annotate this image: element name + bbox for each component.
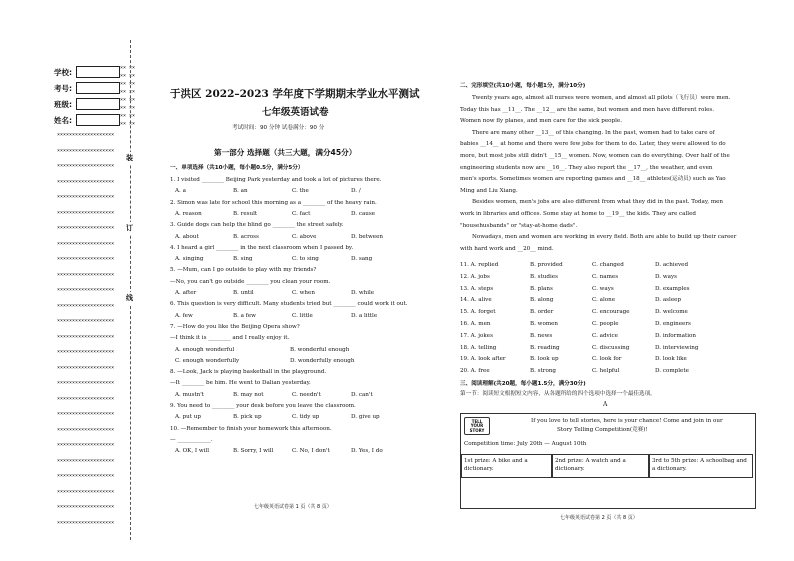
option-c[interactable]: C. the — [292, 188, 309, 195]
x-row: ××××××××××××××××××× — [57, 411, 115, 417]
option-b[interactable]: B. result — [233, 210, 258, 217]
cloze-option[interactable]: C. ways — [592, 285, 614, 292]
question-stem: 5. —Mum, can I go outside to play with my friends? — [170, 267, 317, 274]
cut-char-zhuang: 装 — [126, 153, 133, 162]
competition-time: Competition time: July 20th — August 10th — [464, 441, 587, 447]
option-d[interactable]: D. between — [351, 233, 383, 240]
exam-subtitle: 七年级英语试卷 — [262, 107, 329, 118]
question-stem: 7. —How do you like the Beijing Opera show? — [170, 323, 300, 330]
option-a[interactable]: A. mustn't — [175, 391, 205, 398]
cloze-option[interactable]: C. advice — [592, 332, 618, 339]
option-d[interactable]: D. a little — [351, 312, 378, 319]
cloze-option[interactable]: 18. A. telling — [460, 344, 497, 351]
option-a[interactable]: A. after — [175, 290, 197, 296]
school-label: 学校: — [54, 68, 72, 77]
cloze-option[interactable]: B. strong — [530, 368, 557, 375]
x-mark: ×× ×× — [120, 121, 136, 127]
passage-line: Ming and Liu Xiang. — [460, 187, 518, 194]
poster-line1: If you love to tell stories, here is your chance! Come and join in our — [531, 418, 723, 424]
cloze-option[interactable]: D. engineers — [655, 321, 691, 327]
option-b[interactable]: B. pick up — [233, 414, 262, 421]
x-row: ××××××××××××××××××× — [57, 395, 115, 402]
cloze-option[interactable]: B. studies — [530, 273, 558, 280]
page1-footer: 七年级英语试卷第 1 页（共 8 页） — [254, 504, 332, 510]
section2-heading: 二、完形填空(共10小题，每小题1分，满分10分) — [460, 83, 586, 89]
question-stem: 10. —Remember to finish your homework this afternoon. — [170, 425, 332, 432]
option-b[interactable]: B. across — [233, 233, 259, 240]
passage-line: Besides women, men's jobs are also different from what they did in the past. Today, men — [472, 199, 724, 206]
cloze-option[interactable]: C. look for — [592, 356, 622, 363]
cut-line — [130, 40, 131, 540]
class-label: 班级: — [54, 100, 72, 109]
option-d[interactable]: D. Yes, I do — [351, 448, 383, 455]
cloze-option[interactable]: B. look up — [530, 356, 559, 363]
option-c[interactable]: C. when — [292, 290, 315, 296]
cloze-option[interactable]: C. people — [592, 321, 619, 327]
passage-line: work in libraries and offices. Some stay at home to __19__ the kids. They are called — [460, 211, 696, 217]
cloze-option[interactable]: 20. A. free — [460, 368, 490, 375]
x-row: ××××××××××××××××××× — [57, 519, 115, 526]
x-mark: ×× ×× — [120, 81, 136, 87]
name-field[interactable] — [76, 114, 120, 126]
question-stem-line2: —No, you can't go outside ________ you clean your room. — [170, 278, 331, 285]
prize-2: 2nd prize: A watch and a dictionary. — [552, 454, 649, 478]
option-b[interactable]: B. Sorry, I will — [233, 448, 274, 455]
class-field[interactable] — [76, 98, 120, 110]
x-row: ××××××××××××××××××× — [57, 271, 115, 278]
cloze-option[interactable]: 14. A. alive — [460, 297, 492, 304]
exam-title: 于洪区 2022–2023 学年度下学期期末学业水平测试 — [170, 88, 420, 100]
passage-line: There are many other __13__ of this changing. In the past, women had to take care of — [472, 129, 715, 136]
option-c[interactable]: C. little — [292, 312, 313, 319]
passage-line: engineering students now are __16__. They also report the __17__, the weather, and even — [460, 164, 713, 171]
option-c[interactable]: C. tidy up — [292, 414, 320, 421]
question-stem-line2: —It ________ be him. He went to Dalian yesterday. — [170, 380, 311, 387]
cloze-option[interactable]: D. examples — [655, 285, 690, 292]
passage-line: with hard work and __20__ mind. — [460, 245, 554, 252]
option-c[interactable]: C. needn't — [292, 391, 321, 398]
option-b[interactable]: B. may not — [233, 391, 264, 398]
x-row: ××××××××××××××××××× — [57, 209, 115, 216]
cloze-option[interactable]: C. names — [592, 273, 619, 280]
exam-info: 考试时间：90 分钟 试卷满分：90 分 — [232, 125, 325, 131]
question-stem: 9. You need to ________ your desk before you leave the classroom. — [170, 403, 356, 409]
question-stem: 4. I heard a girl ________ in the next classroom when I passed by. — [170, 244, 354, 251]
option-a[interactable]: A. singing — [175, 256, 204, 263]
cloze-option[interactable]: B. reading — [530, 344, 560, 351]
cloze-option[interactable]: C. discussing — [592, 344, 630, 351]
question-stem: 1. I visited ________ Beijing Park yesterday and took a lot of pictures there. — [170, 177, 382, 183]
exam-number-field[interactable] — [76, 82, 120, 94]
option-a[interactable]: A. few — [175, 312, 193, 319]
cloze-option[interactable]: 17. A. jokes — [460, 332, 493, 339]
x-row: ××××××××××××××××××× — [57, 473, 115, 479]
cloze-option[interactable]: D. interviewing — [655, 344, 699, 351]
cloze-option[interactable]: C. alone — [592, 297, 616, 304]
x-row: ××××××××××××××××××× — [57, 488, 115, 495]
cloze-option[interactable]: B. women — [530, 321, 559, 327]
x-row: ××××××××××××××××××× — [57, 132, 115, 138]
school-field[interactable] — [76, 66, 120, 78]
option-b[interactable]: B. a few — [233, 312, 256, 319]
cloze-option[interactable]: 19. A. look after — [460, 356, 506, 363]
option-a[interactable]: A. reason — [175, 210, 202, 217]
part1-heading: 第一部分 选择题（共三大题，满分45分） — [214, 148, 357, 157]
passage-line: men's sports. Sometimes women are reporting games and __18__ athletes(运动员) such as Yao — [460, 176, 726, 183]
story-logo: TELL YOUR STORY — [464, 417, 490, 435]
question-stem: 3. Guide dogs can help the blind go ________ the street safely. — [170, 222, 344, 229]
option-c[interactable]: C. enough wonderfully — [175, 357, 240, 364]
option-c[interactable]: C. above — [292, 233, 317, 240]
x-mark: ×× ×× — [120, 113, 136, 119]
x-row: ××××××××××××××××××× — [57, 147, 115, 154]
cloze-option[interactable]: D. look like — [655, 356, 687, 363]
section3-heading: 三、阅读理解(共20题，每小题1.5分，满分30分) — [460, 381, 586, 387]
cloze-option[interactable]: D. ways — [655, 273, 677, 280]
option-b[interactable]: B. until — [233, 290, 254, 296]
x-mark: ×× ×× — [120, 65, 136, 71]
question-stem-line2: —I think it is ________ and I really enjoy it. — [170, 335, 290, 342]
cloze-option[interactable]: 15. A. forget — [460, 309, 496, 316]
option-a[interactable]: A. put up — [175, 414, 201, 421]
cut-char-xian: 线 — [126, 293, 133, 302]
x-row: ××××××××××××××××××× — [57, 194, 115, 200]
exam-number-label: 考号: — [54, 84, 72, 93]
passage-line: Twenty years ago, almost all nurses were women, and almost all pilots（飞行员）were men. — [472, 95, 731, 101]
option-d[interactable]: D. can't — [351, 391, 373, 398]
option-c[interactable]: C. fact — [292, 210, 311, 217]
cloze-option[interactable]: 16. A. men — [460, 321, 491, 327]
prize-1: 1st prize: A bike and a dictionary. — [461, 454, 552, 478]
x-row: ××××××××××××××××××× — [57, 287, 115, 293]
cloze-option[interactable]: 13. A. steps — [460, 285, 494, 292]
section1-heading: 一、单项选择（共10小题，每小题0.5分，满分5分） — [170, 165, 304, 171]
x-row: ××××××××××××××××××× — [57, 240, 115, 247]
passage-line: Today this has __11__. The __12__ are the same, but women and men have different roles. — [460, 106, 715, 113]
x-row: ××××××××××××××××××× — [57, 504, 115, 510]
cloze-option[interactable]: B. provided — [530, 262, 563, 268]
x-row: ××××××××××××××××××× — [57, 256, 115, 262]
x-row: ××××××××××××××××××× — [57, 349, 115, 355]
competition-poster — [460, 413, 756, 509]
cloze-option[interactable]: C. helpful — [592, 368, 620, 375]
x-row: ××××××××××××××××××× — [57, 380, 115, 386]
passage-line: "househusbands" or "stay-at-home dads". — [460, 222, 578, 229]
passage-line: Nowadays, men and women are working in every field. Both are able to build up their career — [472, 234, 737, 241]
passage-line: more, but most jobs still didn't __15__ women. Now, women can do everything. Over half of the — [460, 153, 730, 159]
option-c[interactable]: C. No, I don't — [292, 448, 330, 455]
cloze-option[interactable]: B. order — [530, 309, 554, 316]
poster-line2: Story Telling Competition(竞赛)! — [557, 427, 648, 433]
x-mark: ×× ×× — [120, 89, 136, 95]
x-row: ××××××××××××××××××× — [57, 178, 115, 185]
cloze-option[interactable]: D. complete — [655, 368, 689, 375]
cloze-option[interactable]: B. news — [530, 332, 553, 339]
question-stem: 6. This question is very difficult. Many students tried but ________ could work it out. — [170, 301, 408, 308]
cloze-option[interactable]: 11. A. replied — [460, 262, 499, 268]
option-b[interactable]: B. an — [233, 188, 248, 195]
cloze-option[interactable]: 12. A. jobs — [460, 273, 490, 280]
question-stem-line2: — ____________. — [170, 436, 213, 443]
option-a[interactable]: A. OK, I will — [175, 448, 210, 455]
option-d[interactable]: D. give up — [351, 414, 380, 421]
x-row: ××××××××××××××××××× — [57, 333, 115, 340]
option-a[interactable]: A. a — [175, 188, 186, 195]
cloze-option[interactable]: C. encourage — [592, 309, 630, 316]
option-c[interactable]: C. to sing — [292, 256, 319, 263]
x-mark: ×× ×× — [120, 105, 136, 111]
passage-letter: A — [603, 401, 608, 408]
question-stem: 2. Simon was late for school this morning as a ________ of the heavy rain. — [170, 199, 377, 206]
cut-char-ding: 订 — [126, 223, 133, 232]
prize-3: 3rd to 5th prize: A schoolbag and a dictionary. — [649, 454, 753, 478]
x-row: ××××××××××××××××××× — [57, 442, 115, 448]
option-d[interactable]: D. sang — [351, 256, 373, 263]
option-b[interactable]: B. sing — [233, 256, 253, 263]
option-d[interactable]: D. wonderfully enough — [290, 357, 355, 364]
x-row: ××××××××××××××××××× — [57, 318, 115, 324]
passage-line: Women now fly planes, and men care for the sick people. — [460, 118, 623, 125]
cloze-option[interactable]: B. plans — [530, 285, 553, 292]
cloze-option[interactable]: D. information — [655, 332, 696, 339]
option-d[interactable]: D. while — [351, 290, 375, 296]
cloze-option[interactable]: D. welcome — [655, 309, 688, 316]
cloze-option[interactable]: D. achieved — [655, 262, 689, 268]
x-row: ××××××××××××××××××× — [57, 163, 115, 169]
cloze-option[interactable]: B. along — [530, 297, 554, 304]
x-mark: ×× ×× — [120, 73, 136, 79]
x-row: ××××××××××××××××××× — [57, 302, 115, 309]
section3-instruction: 第一节：阅读短文根据短文内容，从各题所给的四个选项中选择一个最佳选项。 — [460, 391, 656, 397]
cloze-option[interactable]: C. changed — [592, 262, 624, 268]
option-a[interactable]: A. about — [175, 233, 199, 240]
option-b[interactable]: B. wonderful enough — [290, 346, 350, 353]
x-mark: ×× ×× — [120, 97, 136, 103]
name-label: 姓名: — [54, 116, 72, 125]
page2-footer: 七年级英语试卷第 2 页（共 8 页） — [560, 515, 638, 521]
question-stem: 8. —Look, Jack is playing basketball in the playground. — [170, 369, 327, 376]
option-d[interactable]: D. / — [351, 188, 361, 195]
x-row: ××××××××××××××××××× — [57, 457, 115, 464]
x-row: ××××××××××××××××××× — [57, 225, 115, 231]
x-row: ××××××××××××××××××× — [57, 364, 115, 371]
passage-line: babies __14__ at home and there were few jobs for them to do. Later, they were allowed to do — [460, 141, 726, 148]
option-d[interactable]: D. cause — [351, 210, 376, 217]
option-a[interactable]: A. enough wonderful — [175, 346, 235, 353]
cloze-option[interactable]: D. asleep — [655, 297, 682, 304]
x-row: ××××××××××××××××××× — [57, 426, 115, 433]
